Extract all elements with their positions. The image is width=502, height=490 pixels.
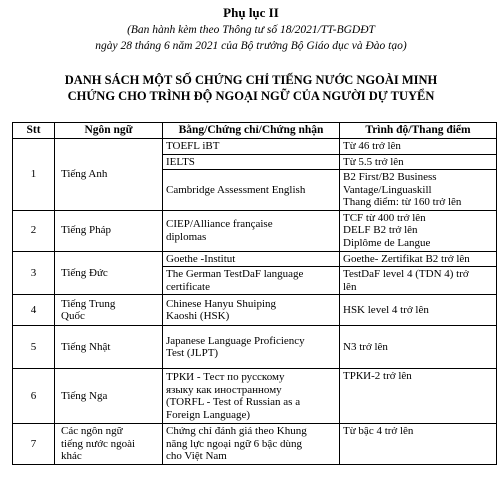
- stt-cell: 1: [13, 139, 55, 211]
- certificate-line: năng lực ngoại ngữ 6 bậc dùng: [166, 437, 302, 450]
- language-line: Tiếng Trung: [61, 297, 116, 310]
- certificate-cell: [163, 424, 340, 465]
- column-header-certificate: Bằng/Chứng chỉ/Chứng nhận: [163, 123, 340, 139]
- certificate-line: Chinese Hanyu Shuiping: [166, 297, 276, 310]
- level-line: DELF B2 trở lên: [343, 224, 418, 237]
- certificate-cell: TOEFL iBT: [163, 139, 340, 155]
- certificate-line: языку как иностранному: [166, 383, 282, 396]
- table-row: [13, 295, 497, 326]
- column-header-level: Trình độ/Thang điểm: [340, 123, 497, 139]
- language-cell: Tiếng Đức: [55, 251, 163, 295]
- level-line: Vantage/Linguaskill: [343, 183, 432, 196]
- certificate-table: [12, 122, 497, 465]
- language-cell: [55, 424, 163, 465]
- stt-cell: 6: [13, 369, 55, 424]
- certificate-cell: [163, 267, 340, 295]
- level-line: B2 First/B2 Business: [343, 171, 437, 183]
- certificate-line: ТРКИ - Тест по русскому: [166, 371, 285, 383]
- certificate-line: CIEP/Alliance française: [166, 218, 273, 230]
- level-cell: Goethe- Zertifikat B2 trở lên: [340, 251, 497, 267]
- language-line: khác: [61, 450, 82, 462]
- certificate-cell: [163, 295, 340, 326]
- certificate-line: (TORFL - Test of Russian as a: [166, 396, 301, 408]
- level-line: Thang điểm: từ 160 trở lên: [343, 196, 462, 208]
- document-title-line: CHỨNG CHO TRÌNH ĐỘ NGOẠI NGỮ CỦA NGƯỜI DỰ TUYỂN: [67, 89, 435, 103]
- level-line: lên: [343, 280, 357, 293]
- language-line: Các ngôn ngữ: [61, 425, 123, 437]
- table-row: [13, 251, 497, 267]
- certificate-line: Chứng chỉ đánh giá theo Khung: [166, 425, 307, 437]
- document-title-line: DANH SÁCH MỘT SỐ CHỨNG CHỈ TIẾNG NƯỚC NGOÀI MINH: [64, 73, 438, 87]
- certificate-line: The German TestDaF language: [166, 268, 304, 280]
- stt-cell: 5: [13, 326, 55, 369]
- level-line: TCF từ 400 trở lên: [343, 211, 426, 224]
- level-cell: Từ 5.5 trở lên: [340, 154, 497, 170]
- language-cell: [55, 295, 163, 326]
- table-row: [13, 139, 497, 155]
- level-cell: Từ bậc 4 trở lên: [340, 424, 497, 465]
- certificate-line: Foreign Language): [166, 408, 250, 421]
- issuance-note-line: ngày 28 tháng 6 năm 2021 của Bộ trưởng Bộ Giáo dục và Đào tạo): [95, 40, 407, 52]
- certificate-cell: [163, 369, 340, 424]
- certificate-line: certificate: [166, 280, 210, 293]
- language-cell: Tiếng Anh: [55, 139, 163, 211]
- language-cell: Tiếng Nga: [55, 369, 163, 424]
- table-header-row: [13, 123, 497, 139]
- language-cell: Tiếng Nhật: [55, 326, 163, 369]
- level-cell: [340, 267, 497, 295]
- certificate-cell: [163, 210, 340, 251]
- certificate-line: Test (JLPT): [166, 347, 219, 359]
- issuance-note: [0, 22, 502, 54]
- level-cell: HSK level 4 trở lên: [340, 295, 497, 326]
- certificate-line: Kaoshi (HSK): [166, 310, 230, 322]
- level-cell: ТРКИ-2 trở lên: [340, 369, 497, 424]
- language-line: tiếng nước ngoài: [61, 437, 136, 450]
- certificate-cell: Cambridge Assessment English: [163, 170, 340, 211]
- certificate-cell: IELTS: [163, 154, 340, 170]
- column-header-language: Ngôn ngữ: [55, 123, 163, 139]
- stt-cell: 4: [13, 295, 55, 326]
- certificate-line: cho Việt Nam: [166, 450, 227, 462]
- certificate-cell: [163, 326, 340, 369]
- column-header-stt: Stt: [13, 123, 55, 139]
- table-row: [13, 326, 497, 369]
- level-cell: N3 trở lên: [340, 326, 497, 369]
- document-title: [0, 72, 502, 104]
- language-cell: Tiếng Pháp: [55, 210, 163, 251]
- level-line: TestDaF level 4 (TDN 4) trở: [343, 268, 469, 280]
- level-cell: [340, 170, 497, 211]
- level-line: Diplôme de Langue: [343, 236, 431, 249]
- table-row: [13, 424, 497, 465]
- stt-cell: 2: [13, 210, 55, 251]
- certificate-line: diplomas: [166, 230, 207, 243]
- table-row: [13, 210, 497, 251]
- certificate-cell: Goethe -Institut: [163, 251, 340, 267]
- level-cell: [340, 210, 497, 251]
- language-line: Quốc: [61, 310, 85, 322]
- stt-cell: 3: [13, 251, 55, 295]
- table-row: [13, 369, 497, 424]
- level-cell: Từ 46 trở lên: [340, 139, 497, 155]
- stt-cell: 7: [13, 424, 55, 465]
- appendix-title: Phụ lục II: [223, 5, 279, 20]
- issuance-note-line: (Ban hành kèm theo Thông tư số 18/2021/TT-BGDĐT: [127, 24, 375, 36]
- certificate-line: Japanese Language Proficiency: [166, 334, 305, 347]
